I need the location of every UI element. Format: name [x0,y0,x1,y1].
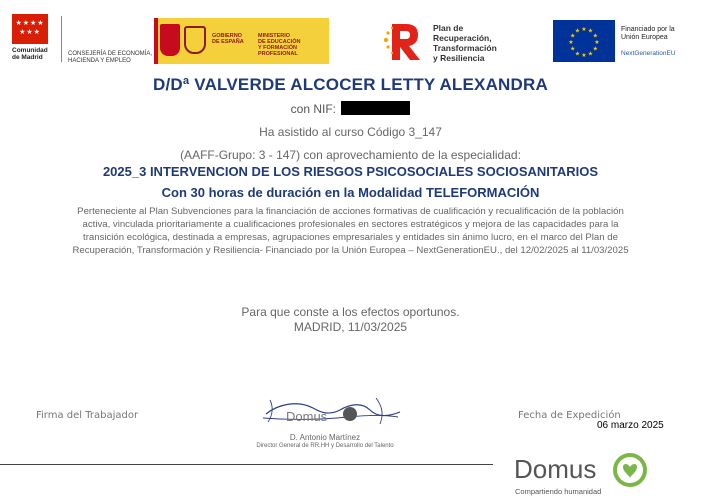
certificate-recipient-name: D/Dª VALVERDE ALCOCER LETTY ALEXANDRA [153,75,548,94]
gobierno-line1: GOBIERNO [212,33,242,39]
logo-divider [61,16,62,62]
svg-text:★: ★ [581,26,587,33]
signature-domus-mark: Domus [286,409,328,424]
nif-label: con NIF: [290,102,336,116]
gobierno-line2: DE ESPAÑA [212,39,244,45]
svg-text:★: ★ [592,32,598,40]
plan-recuperacion-mark-icon [382,20,426,62]
ministry-line3: Y FORMACIÓN PROFESIONAL [258,45,298,57]
comunidad-madrid-logo [12,14,152,64]
expedition-date-value: 06 marzo 2025 [597,420,664,431]
nif-line [0,101,701,116]
ministry-line1: MINISTERIO [258,33,291,39]
place-date: MADRID, 11/03/2025 [293,320,408,334]
nif-redaction-block [341,101,410,115]
worker-signature-label: Firma del Trabajador [36,410,139,421]
eu-nextgen: NextGenerationEU [621,50,676,57]
plan-line1: Plan de [433,23,464,33]
domus-heart-ring-icon [612,452,648,488]
crest-icon [184,26,206,54]
ministry-line2: DE EDUCACIÓN [258,39,301,45]
specialty-title: 2025_3 INTERVENCION DE LOS RIESGOS PSICOSOCIALES SOCIOSANITARIOS [102,164,599,179]
group-line: (AAFF-Grupo: 3 - 147) con aprovechamiento de la especialidad: [180,148,521,162]
svg-text:★: ★ [568,39,574,46]
svg-text:★: ★ [574,27,581,35]
plan-line3: Transformación [433,43,497,53]
madrid-name-line1: Comunidad [12,47,48,54]
plan-line2: Recuperación, [433,33,492,43]
madrid-dept-line1: CONSEJERÍA DE ECONOMÍA, [68,51,153,57]
conste-line: Para que conste a los efectos oportunos. [241,305,460,319]
signer-name: D. Antonio Martínez [289,433,361,442]
funding-paragraph: Perteneciente al Plan Subvenciones para la financiación de acciones formativas de cualificación y recualificación de la población activa, vinculada prioritariamente a cualificaciones profesionales en sectores estratégicos y mejora de las capacidades para la transición ecológica, destinada a empresas, agrupaciones empresariales y entidades sin ánimo lucro, en el marco del Plan de Recuperación, Transformación y Resiliencia- Financiado por la Unión Europea – NextGenerationEU., del 12/02/2025 al 11/03/2025 [72,206,629,256]
eu-funding-logo [553,20,693,64]
domus-vi-logo [514,452,654,498]
domus-wordmark: Domus [514,454,597,484]
svg-text:★: ★ [581,52,587,59]
plan-line4: y Resiliencia [433,53,485,63]
svg-text:★: ★ [592,45,598,53]
svg-text:★: ★ [587,50,594,58]
svg-text:★: ★ [574,50,581,58]
madrid-dept-line2: HACIENDA Y EMPLEO [68,58,131,64]
domus-tagline: Compartiendo humanidad [515,487,602,496]
expedition-date-label: Fecha de Expedición [518,410,621,421]
svg-text:★: ★ [570,32,576,40]
madrid-name-line2: de Madrid [12,54,43,61]
madrid-flag-icon: ★★★★ ★★★ [12,14,48,44]
course-line: Ha asistido al curso Código 3_147 [259,125,442,139]
hours-modality: Con 30 horas de duración en la Modalidad TELEFORMACIÓN [161,185,540,200]
eu-flag-icon [553,20,615,62]
logo-bar [0,0,701,72]
svg-text:★: ★ [594,39,600,46]
eu-line1: Financiado por la [621,26,675,33]
footer-rule [0,464,493,465]
svg-text:★: ★ [587,27,594,35]
director-signature-icon [258,390,403,430]
signer-role: Director General de RR.HH y Desarrollo del Talento [256,443,394,449]
spain-coat-of-arms-icon [160,24,180,56]
eu-line2: Unión Europea [621,34,668,41]
plan-recuperacion-logo [378,18,528,64]
gobierno-espana-logo [154,18,329,64]
svg-text:★: ★ [570,45,576,53]
